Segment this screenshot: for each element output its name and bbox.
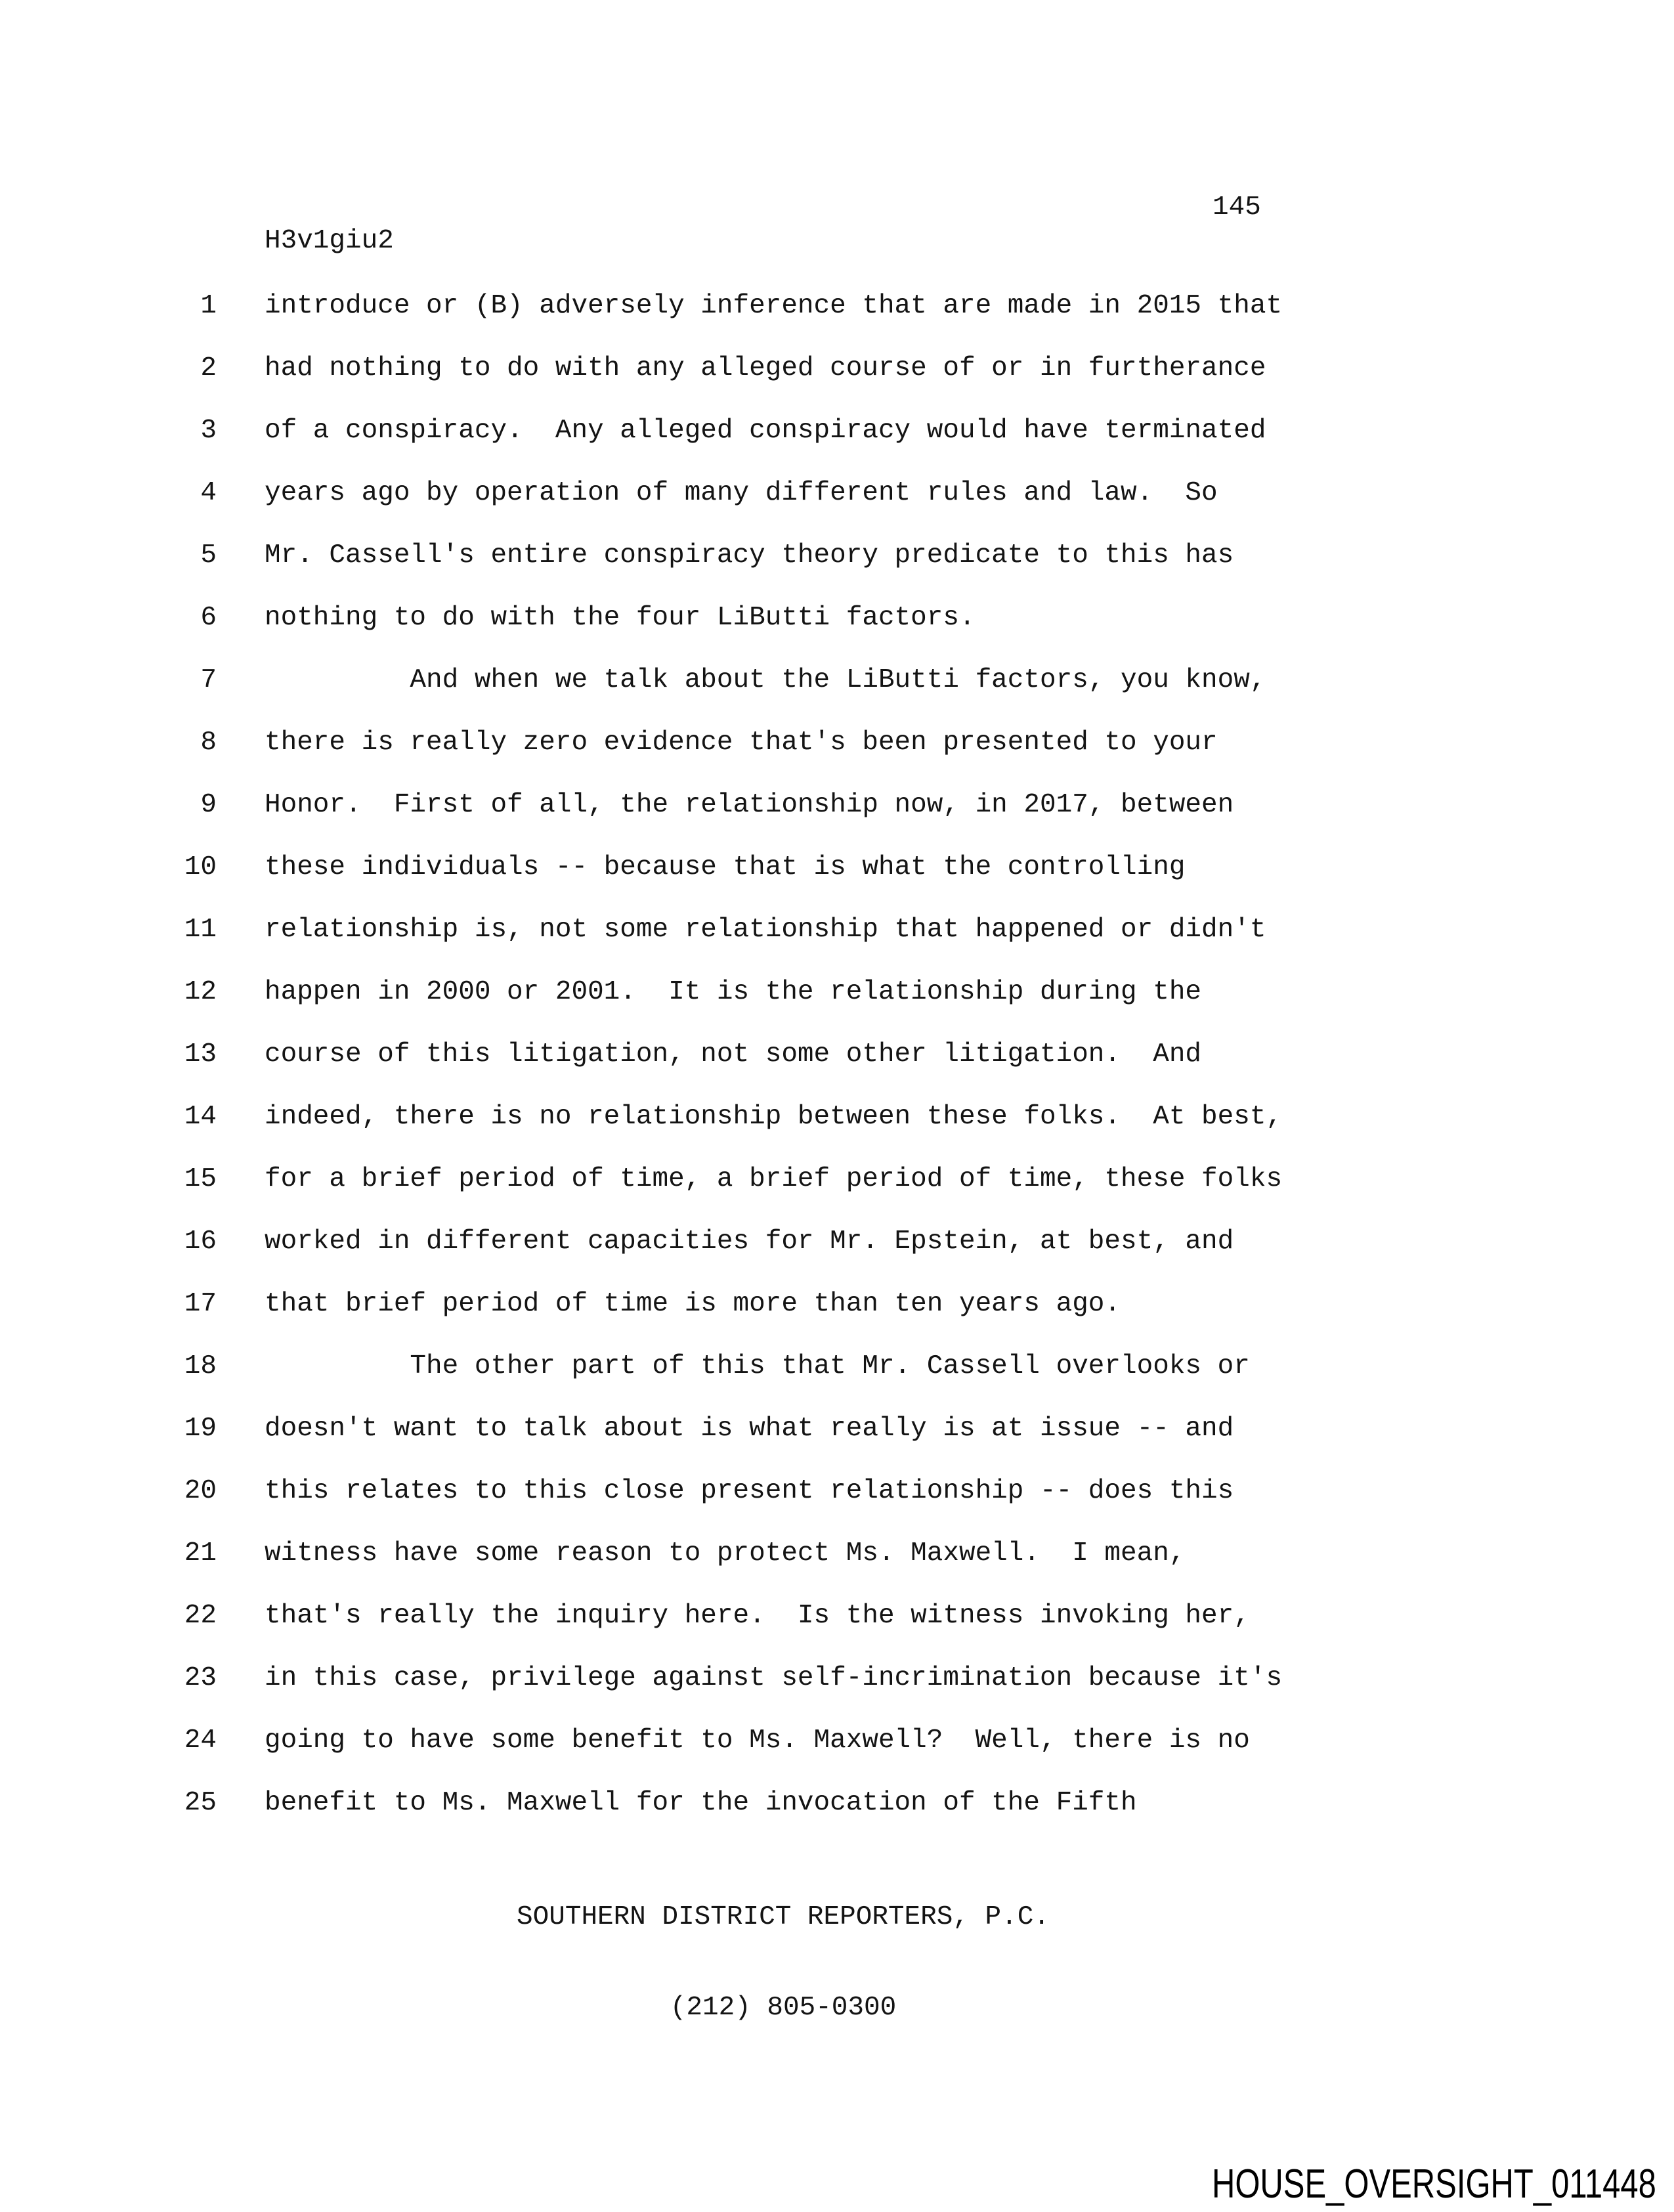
transcript-line	[0, 1414, 1674, 1476]
transcript-line	[0, 603, 1674, 665]
line-text: benefit to Ms. Maxwell for the invocation of the Fifth	[265, 1788, 1137, 1818]
line-text: Honor. First of all, the relationship now, in 2017, between	[265, 790, 1234, 820]
line-number: 2	[200, 353, 217, 383]
line-text: there is really zero evidence that's been presented to your	[265, 727, 1218, 758]
transcript-line	[0, 1601, 1674, 1663]
line-text: that's really the inquiry here. Is the witness invoking her,	[265, 1601, 1250, 1631]
transcript-line	[0, 1039, 1674, 1102]
transcript-line	[0, 1725, 1674, 1788]
line-number: 4	[200, 478, 217, 508]
reporter-phone: (212) 805-0300	[670, 1993, 897, 2023]
line-number: 6	[200, 603, 217, 633]
line-number: 19	[184, 1414, 217, 1444]
session-id: H3v1giu2	[265, 226, 394, 256]
line-text: witness have some reason to protect Ms. Maxwell. I mean,	[265, 1538, 1186, 1569]
line-text: that brief period of time is more than ten years ago.	[265, 1289, 1121, 1319]
line-number: 22	[184, 1601, 217, 1631]
transcript-line	[0, 727, 1674, 790]
line-text: in this case, privilege against self-incrimination because it's	[265, 1663, 1283, 1693]
transcript-line	[0, 540, 1674, 603]
line-text: this relates to this close present relationship -- does this	[265, 1476, 1234, 1506]
line-number: 11	[184, 915, 217, 945]
transcript-line	[0, 291, 1674, 353]
reporter-name: SOUTHERN DISTRICT REPORTERS, P.C.	[517, 1902, 1050, 1932]
transcript-line	[0, 1102, 1674, 1164]
bates-stamp: HOUSE_OVERSIGHT_011448	[1212, 2161, 1656, 2207]
line-text: happen in 2000 or 2001. It is the relationship during the	[265, 977, 1202, 1007]
transcript-line	[0, 977, 1674, 1039]
line-text: And when we talk about the LiButti factors, you know,	[265, 665, 1266, 695]
transcript-line	[0, 1289, 1674, 1351]
line-number: 16	[184, 1226, 217, 1257]
line-text: had nothing to do with any alleged course of or in furtherance	[265, 353, 1266, 383]
transcript-line	[0, 915, 1674, 977]
line-number: 10	[184, 852, 217, 882]
line-text: for a brief period of time, a brief period of time, these folks	[265, 1164, 1283, 1194]
line-number: 12	[184, 977, 217, 1007]
line-text: relationship is, not some relationship that happened or didn't	[265, 915, 1266, 945]
transcript-line	[0, 416, 1674, 478]
transcript-line	[0, 1663, 1674, 1725]
transcript-line	[0, 665, 1674, 727]
line-number: 18	[184, 1351, 217, 1381]
line-text: Mr. Cassell's entire conspiracy theory predicate to this has	[265, 540, 1234, 571]
line-number: 17	[184, 1289, 217, 1319]
line-number: 24	[184, 1725, 217, 1756]
transcript-line	[0, 353, 1674, 416]
transcript-line	[0, 1476, 1674, 1538]
line-text: going to have some benefit to Ms. Maxwell? Well, there is no	[265, 1725, 1250, 1756]
line-number: 20	[184, 1476, 217, 1506]
line-number: 5	[200, 540, 217, 571]
page-number: 145	[1213, 192, 1261, 223]
line-number: 23	[184, 1663, 217, 1693]
line-number: 21	[184, 1538, 217, 1569]
line-text: introduce or (B) adversely inference that are made in 2015 that	[265, 291, 1283, 321]
line-text: of a conspiracy. Any alleged conspiracy would have terminated	[265, 416, 1266, 446]
line-number: 15	[184, 1164, 217, 1194]
transcript-line	[0, 1538, 1674, 1601]
line-text: indeed, there is no relationship between these folks. At best,	[265, 1102, 1283, 1132]
line-text: The other part of this that Mr. Cassell overlooks or	[265, 1351, 1250, 1381]
transcript-line	[0, 1226, 1674, 1289]
line-number: 3	[200, 416, 217, 446]
line-number: 1	[200, 291, 217, 321]
transcript-line	[0, 478, 1674, 540]
line-text: years ago by operation of many different rules and law. So	[265, 478, 1218, 508]
transcript-line	[0, 1788, 1674, 1850]
line-text: course of this litigation, not some other litigation. And	[265, 1039, 1202, 1070]
line-number: 25	[184, 1788, 217, 1818]
transcript-line	[0, 1351, 1674, 1414]
line-text: nothing to do with the four LiButti factors.	[265, 603, 976, 633]
line-number: 9	[200, 790, 217, 820]
line-number: 14	[184, 1102, 217, 1132]
line-text: worked in different capacities for Mr. Epstein, at best, and	[265, 1226, 1234, 1257]
line-text: doesn't want to talk about is what really is at issue -- and	[265, 1414, 1234, 1444]
transcript-line	[0, 790, 1674, 852]
transcript-lines	[0, 291, 1674, 1850]
reporter-footer	[265, 1842, 1302, 2083]
transcript-line	[0, 852, 1674, 915]
line-text: these individuals -- because that is what the controlling	[265, 852, 1186, 882]
transcript-line	[0, 1164, 1674, 1226]
line-number: 8	[200, 727, 217, 758]
line-number: 7	[200, 665, 217, 695]
line-number: 13	[184, 1039, 217, 1070]
